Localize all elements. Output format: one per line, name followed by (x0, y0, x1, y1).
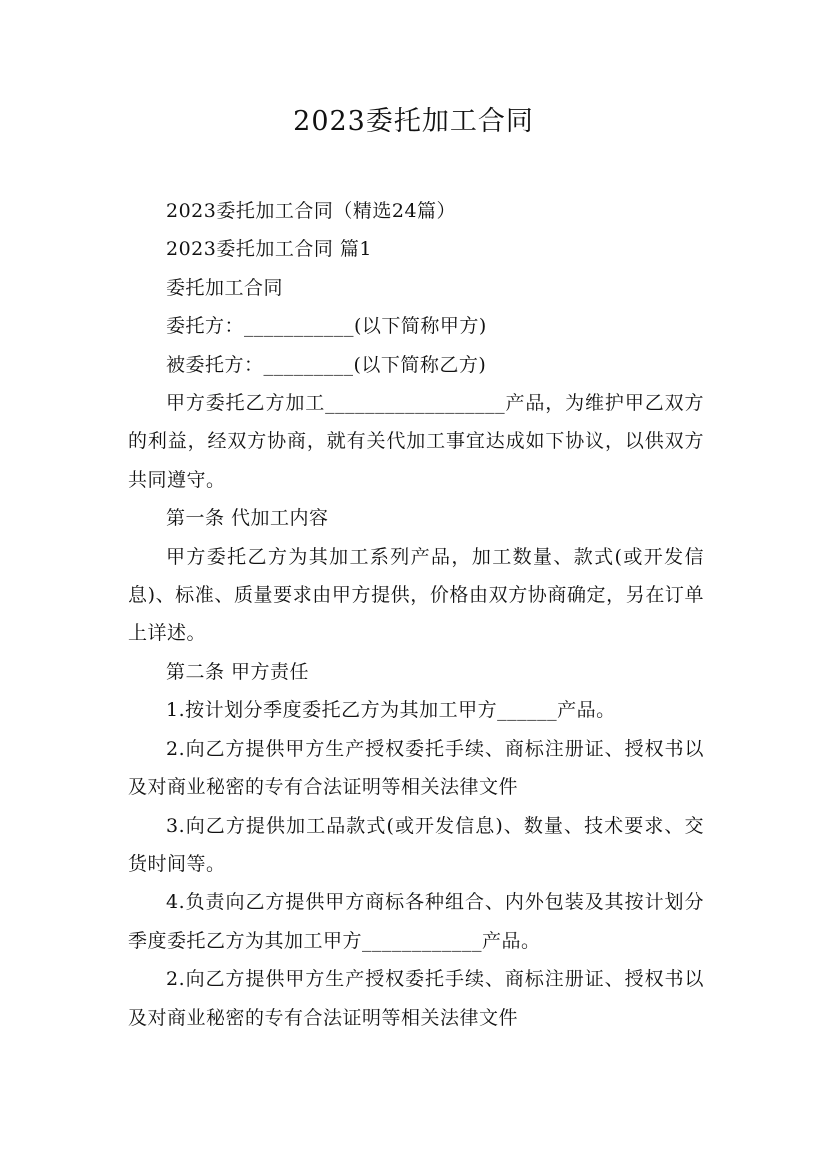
paragraph-article-heading: 2023委托加工合同 篇1 (166, 238, 372, 261)
paragraph-party-a: 委托方：___________(以下简称甲方) (166, 315, 487, 338)
paragraph-collection-title: 2023委托加工合同（精选24篇） (166, 200, 457, 222)
paragraph-clause-2-repeat: 2.向乙方提供甲方生产授权委托手续、商标注册证、授权书以及对商业秘密的专有合法证明等相关法律文件 (128, 968, 704, 1029)
paragraph-contract-name: 委托加工合同 (166, 276, 284, 299)
document-title: 2023委托加工合同 (293, 106, 534, 137)
paragraph-party-b: 被委托方：_________(以下简称乙方) (166, 353, 487, 376)
paragraph-clause-4: 4.负责向乙方提供甲方商标各种组合、内外包装及其按计划分季度委托乙方为其加工甲方____________产品。 (128, 891, 704, 952)
paragraph-clause-1: 1.按计划分季度委托乙方为其加工甲方______产品。 (166, 699, 616, 722)
paragraph-section-2-heading: 第二条 甲方责任 (166, 660, 310, 683)
paragraph-section-1-body: 甲方委托乙方为其加工系列产品，加工数量、款式(或开发信息)、标准、质量要求由甲方提供，价格由双方协商确定，另在订单上详述。 (128, 545, 704, 645)
paragraph-preamble: 甲方委托乙方加工__________________产品，为维护甲乙双方的利益，经双方协商，就有关代加工事宜达成如下协议，以供双方共同遵守。 (128, 392, 704, 491)
paragraph-clause-2: 2.向乙方提供甲方生产授权委托手续、商标注册证、授权书以及对商业秘密的专有合法证明等相关法律文件 (128, 737, 704, 799)
paragraph-clause-3: 3.向乙方提供加工品款式(或开发信息)、数量、技术要求、交货时间等。 (128, 814, 704, 875)
paragraph-section-1-heading: 第一条 代加工内容 (166, 507, 329, 530)
document-body (128, 192, 704, 1037)
